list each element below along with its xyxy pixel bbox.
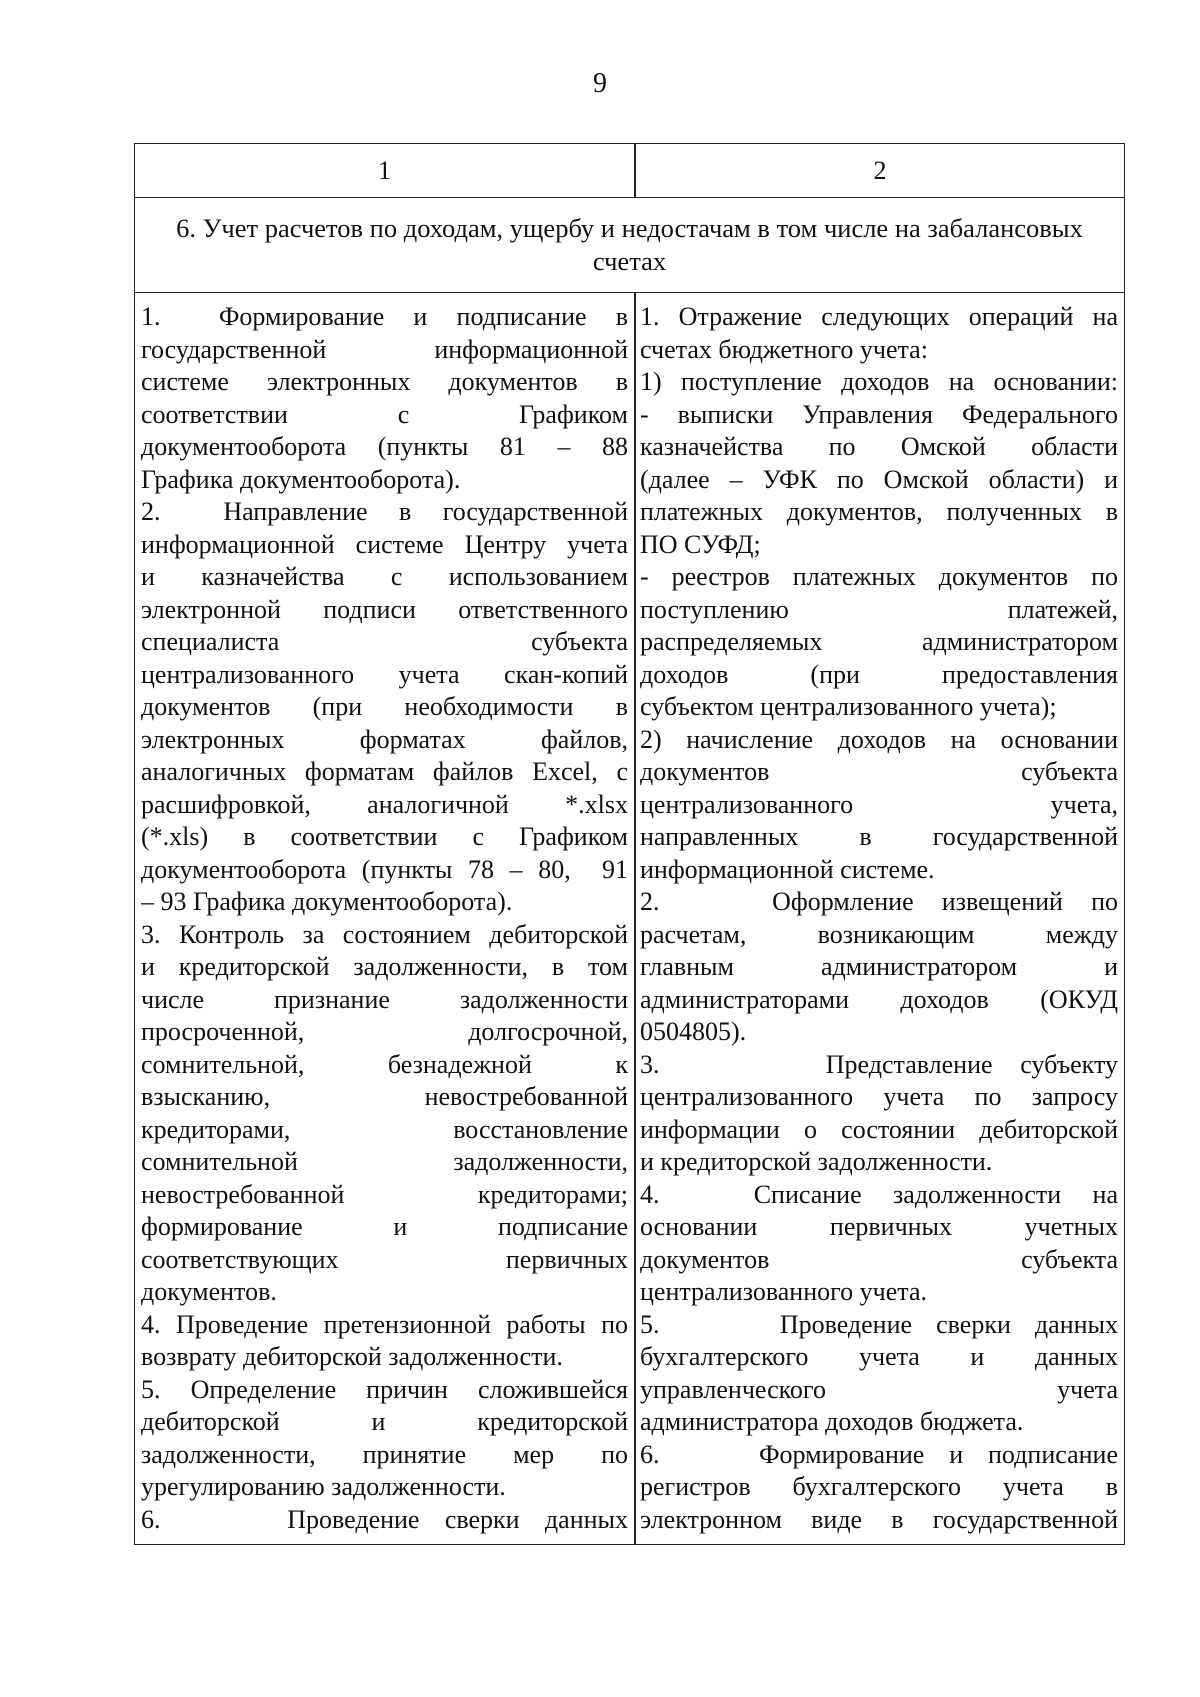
text-line: казначейства по Омской области (640, 432, 1118, 461)
text-line: информационной системе Центру учета (141, 529, 628, 559)
text-line: 2) начисление доходов на основании (640, 724, 1118, 754)
text-line: документов субъекта (640, 757, 1118, 786)
text-line: (далее – УФК по Омской области) и (640, 464, 1118, 494)
text-line: документов (при необходимости в (141, 692, 628, 721)
text-line: 6. Формирование и подписание (640, 1439, 1118, 1469)
column-divider (634, 293, 636, 1544)
text-line: – 93 Графика документооборота). (141, 887, 513, 916)
text-line: электронных форматах файлов, (141, 724, 628, 754)
text-line: распределяемых администратором (640, 627, 1118, 656)
text-line: централизованного учета. (640, 1277, 927, 1306)
page-number: 9 (593, 68, 607, 99)
text-line: соответствии с Графиком (141, 399, 628, 429)
column-2-number: 2 (873, 156, 887, 185)
text-line: 5. Определение причин сложившейся (141, 1374, 628, 1404)
text-line: главным администратором и (640, 952, 1118, 981)
text-line: электронном виде в государственной (640, 1504, 1118, 1534)
text-line: задолженности, принятие мер по (141, 1439, 628, 1469)
text-line: 1) поступление доходов на основании: (640, 367, 1118, 396)
text-line: сомнительной задолженности, (141, 1147, 628, 1176)
text-line: и кредиторской задолженности, в том (141, 952, 628, 981)
section-title (143, 212, 1116, 277)
text-line: документооборота (пункты 81 – 88 (141, 432, 628, 461)
text-line: соответствующих первичных (141, 1244, 628, 1274)
text-line: 6. Проведение сверки данных (141, 1504, 628, 1534)
text-line: платежных документов, полученных в (640, 497, 1118, 526)
text-line: 1. Формирование и подписание в (141, 302, 628, 331)
text-line: 5. Проведение сверки данных (640, 1309, 1118, 1339)
text-line: централизованного учета скан-копий (141, 659, 628, 689)
text-line: расчетам, возникающим между (640, 919, 1118, 949)
section-title-row (135, 198, 1124, 293)
text-line: Графика документооборота). (141, 464, 461, 494)
text-line: возврату дебиторской задолженности. (141, 1342, 563, 1371)
text-line: централизованного учета по запросу (640, 1082, 1118, 1111)
text-line: системе электронных документов в (141, 367, 628, 396)
text-line: 0504805). (640, 1017, 747, 1046)
text-line: направленных в государственной (640, 822, 1118, 851)
text-line: информационной системе. (640, 854, 935, 884)
section-title-line: 6. Учет расчетов по доходам, ущербу и недостачам в том числе на забалансовых (176, 213, 1083, 243)
text-line: расшифровкой, аналогичной *.xlsx (141, 789, 628, 819)
text-line: специалиста субъекта (141, 627, 628, 656)
text-line: документооборота (пункты 78 – 80, 91 (141, 854, 628, 884)
text-line: электронной подписи ответственного (141, 594, 628, 624)
text-line: документов. (141, 1277, 277, 1306)
table-body-row (135, 293, 1124, 1544)
text-line: и казначейства с использованием (141, 562, 628, 591)
text-line: управленческого учета (640, 1374, 1118, 1404)
text-line: государственной информационной (141, 334, 628, 364)
text-line: ПО СУФД; (640, 529, 761, 559)
left-column-text (141, 301, 628, 1541)
right-column-text (640, 301, 1118, 1541)
text-line: - выписки Управления Федерального (640, 399, 1118, 429)
text-line: дебиторской и кредиторской (141, 1407, 628, 1436)
text-line: счетах бюджетного учета: (640, 334, 928, 364)
column-1-number: 1 (378, 156, 391, 185)
text-line: администраторами доходов (ОКУД (640, 984, 1118, 1014)
text-line: кредиторами, восстановление (141, 1114, 628, 1144)
column-divider (634, 144, 636, 198)
text-line: 3. Контроль за состоянием дебиторской (141, 919, 628, 949)
text-line: доходов (при предоставления (640, 659, 1118, 689)
text-line: числе признание задолженности (141, 984, 628, 1014)
document-table (134, 143, 1125, 1545)
text-line: документов субъекта (640, 1244, 1118, 1274)
text-line: субъектом централизованного учета); (640, 692, 1057, 721)
text-line: - реестров платежных документов по (640, 562, 1118, 591)
text-line: взысканию, невостребованной (141, 1082, 628, 1111)
text-line: поступлению платежей, (640, 594, 1118, 624)
text-line: бухгалтерского учета и данных (640, 1342, 1118, 1371)
text-line: 2. Оформление извещений по (640, 887, 1118, 916)
text-line: невостребованной кредиторами; (141, 1179, 628, 1209)
text-line: 3. Представление субъекту (640, 1049, 1118, 1079)
text-line: регистров бухгалтерского учета в (640, 1472, 1118, 1501)
text-line: централизованного учета, (640, 789, 1118, 819)
text-line: администратора доходов бюджета. (640, 1407, 1024, 1436)
text-line: 1. Отражение следующих операций на (640, 302, 1118, 331)
text-line: основании первичных учетных (640, 1212, 1118, 1241)
text-line: просроченной, долгосрочной, (141, 1017, 628, 1046)
text-line: 4. Списание задолженности на (640, 1179, 1118, 1209)
text-line: сомнительной, безнадежной к (141, 1049, 628, 1079)
text-line: и кредиторской задолженности. (640, 1147, 993, 1176)
text-line: урегулированию задолженности. (141, 1472, 506, 1501)
text-line: 4. Проведение претензионной работы по (141, 1309, 628, 1339)
table-header-row (135, 144, 1124, 198)
text-line: формирование и подписание (141, 1212, 628, 1241)
text-line: информации о состоянии дебиторской (640, 1114, 1118, 1144)
text-line: (*.xls) в соответствии с Графиком (141, 822, 628, 851)
section-title-line: счетах (592, 245, 667, 276)
text-line: аналогичных форматам файлов Excel, с (141, 757, 628, 786)
text-line: 2. Направление в государственной (141, 497, 628, 526)
